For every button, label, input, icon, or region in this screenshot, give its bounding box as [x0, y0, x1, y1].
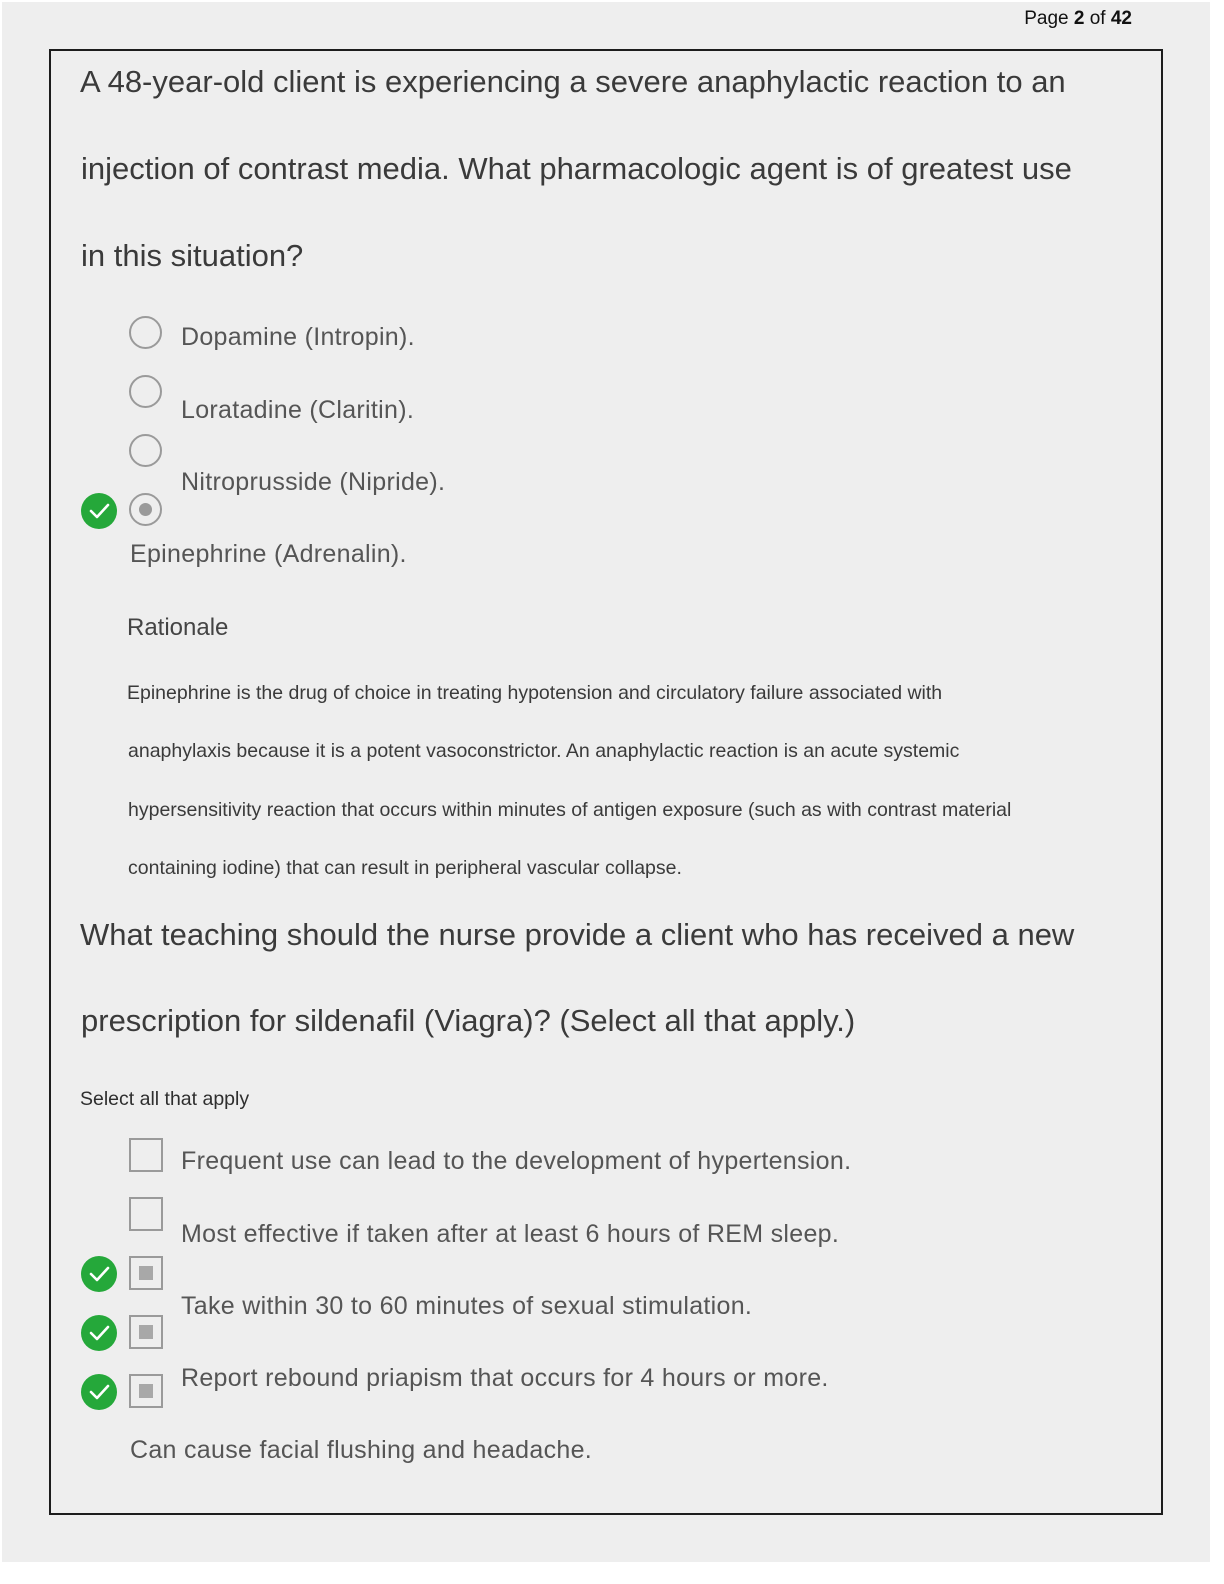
question2-stem-line-2: prescription for sildenafil (Viagra)? (Select all that apply.) — [81, 1003, 856, 1038]
checkbox-option-priapism[interactable] — [129, 1315, 163, 1349]
page-indicator: Page 2 of 42 — [1024, 8, 1132, 29]
checkbox-option-facial-flushing[interactable] — [129, 1374, 163, 1408]
checkbox-option-sexual-stimulation[interactable] — [129, 1256, 163, 1290]
select-all-instruction: Select all that apply — [80, 1088, 250, 1110]
option-label-facial-flushing: Can cause facial flushing and headache. — [130, 1436, 593, 1464]
option-label-loratadine: Loratadine (Claritin). — [181, 396, 415, 424]
checkmark-circle-icon — [81, 493, 117, 529]
question1-stem-line-3: in this situation? — [81, 238, 304, 273]
question1-stem-line-1: A 48-year-old client is experiencing a severe anaphylactic reaction to an — [80, 64, 1066, 99]
checkmark-circle-icon — [81, 1315, 117, 1351]
radio-option-loratadine[interactable] — [129, 375, 162, 408]
option-label-hypertension: Frequent use can lead to the development of hypertension. — [181, 1147, 852, 1175]
rationale-line-3: hypersensitivity reaction that occurs within minutes of antigen exposure (such as with contrast material — [128, 799, 1012, 821]
radio-option-epinephrine[interactable] — [129, 493, 162, 526]
option-label-sexual-stimulation: Take within 30 to 60 minutes of sexual stimulation. — [181, 1292, 753, 1320]
rationale-heading: Rationale — [127, 614, 229, 641]
question1-stem-line-2: injection of contrast media. What pharmacologic agent is of greatest use — [81, 151, 1072, 186]
rationale-line-2: anaphylaxis because it is a potent vasoconstrictor. An anaphylactic reaction is an acute systemic — [128, 740, 960, 762]
rationale-line-4: containing iodine) that can result in peripheral vascular collapse. — [128, 857, 682, 879]
option-label-nitroprusside: Nitroprusside (Nipride). — [181, 468, 446, 496]
option-label-rem-sleep: Most effective if taken after at least 6 hours of REM sleep. — [181, 1220, 840, 1248]
rationale-line-1: Epinephrine is the drug of choice in treating hypotension and circulatory failure associated with — [127, 682, 943, 704]
checkbox-option-hypertension[interactable] — [129, 1138, 163, 1172]
radio-option-nitroprusside[interactable] — [129, 434, 162, 467]
option-label-priapism: Report rebound priapism that occurs for 4 hours or more. — [181, 1364, 829, 1392]
checkbox-option-rem-sleep[interactable] — [129, 1197, 163, 1231]
checkmark-circle-icon — [81, 1256, 117, 1292]
option-label-epinephrine: Epinephrine (Adrenalin). — [130, 540, 407, 568]
question2-stem-line-1: What teaching should the nurse provide a client who has received a new — [80, 917, 1075, 952]
option-label-dopamine: Dopamine (Intropin). — [181, 323, 415, 351]
radio-option-dopamine[interactable] — [129, 316, 162, 349]
checkmark-circle-icon — [81, 1374, 117, 1410]
